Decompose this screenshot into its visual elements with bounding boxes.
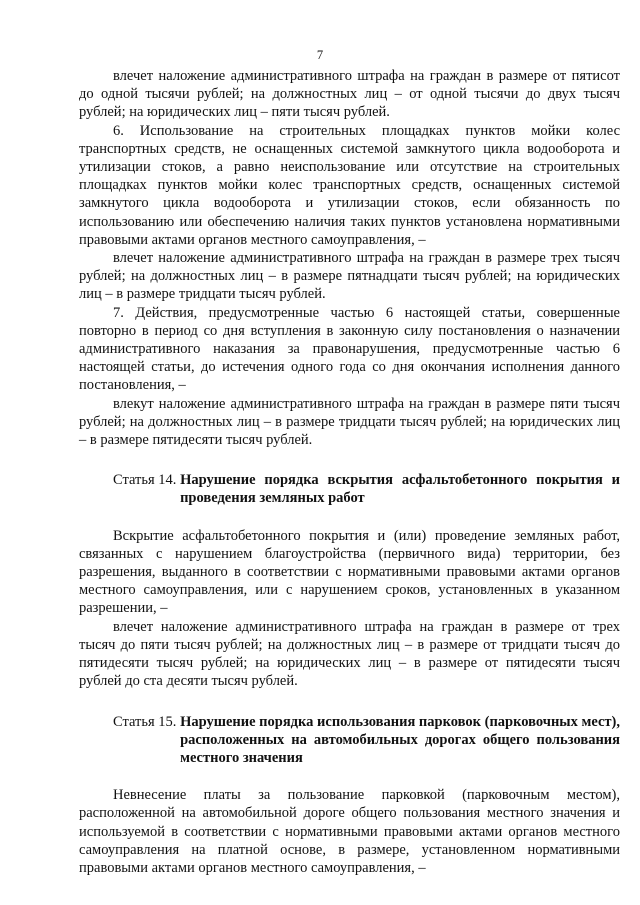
penalty-paragraph: влекут наложение административного штрафа на граждан в размере пяти тысяч рублей; на должностных лиц – в размере тридцати тысяч рублей; на юридических лиц – в размере пятидесяти тысяч рублей. [79,395,620,449]
article-title: Нарушение порядка использования парковок (парковочных мест), расположенных на автомобильных дорогах общего пользования местного значения [180,713,620,766]
article-14-heading [79,471,620,507]
article-15-heading [79,713,620,768]
article-title: Нарушение порядка вскрытия асфальтобетонного покрытия и проведения земляных работ [180,472,620,507]
page-number: 7 [316,48,324,62]
penalty-paragraph: влечет наложение административного штрафа на граждан в размере от пятисот до одной тысячи рублей; на должностных лиц – от одной тысячи до двух тысяч рублей; на юридических лиц – пяти тысяч рублей. [79,68,620,121]
article-number: Статья 15. [113,713,177,730]
document-body [79,67,620,877]
article-number: Статья 14. [113,472,177,489]
clause-7-paragraph: 7. Действия, предусмотренные частью 6 настоящей статьи, совершенные повторно в период со дня вступления в законную силу постановления о назначении административного наказания за правонарушения, предусмотренные частью 6 настоящей статьи, до истечения одного года со дня окончания исполнения данного постановления, – [79,304,620,394]
article-14-paragraph: Вскрытие асфальтобетонного покрытия и (или) проведение земляных работ, связанных с нарушением благоустройства (первичного вида) территории, без разрешения, выданного в соответствии с нормативными правовыми актами органов местного самоуправления, или с нарушением сроков, установленных в указанном разрешении, – [79,527,620,617]
penalty-paragraph: влечет наложение административного штрафа на граждан в размере трех тысяч рублей; на должностных лиц – в размере пятнадцати тысяч рублей; на юридических лиц – в размере тридцати тысяч рублей. [79,250,620,303]
article-15-paragraph: Невнесение платы за пользование парковкой (парковочным местом), расположенной на автомобильной дороге общего пользования местного значения и используемой в соответствии с нормативными правовыми актами органов местного самоуправления на платной основе, в размере, установленном нормативными правовыми актами органов местного самоуправления, – [79,787,620,876]
clause-6-paragraph: 6. Использование на строительных площадках пунктов мойки колес транспортных средств, не оснащенных системой замкнутого цикла водооборота и утилизации стоков, а равно неиспользование или отсутствие на строительных площадках пунктов мойки колес транспортных средств, оснащенных системой замкнутого цикла водооборота и утилизации стоков, если обязанность по использованию или обеспечению наличия таких пунктов установлена нормативными правовыми актами органов местного самоуправления, – [79,122,620,248]
penalty-paragraph: влечет наложение административного штрафа на граждан в размере от трех тысяч до пяти тысяч рублей; на должностных лиц – в размере от тридцати тысяч до пятидесяти тысяч рублей; на юридических лиц – в размере от пятидесяти тысяч рублей до ста десяти тысяч рублей. [79,618,620,690]
